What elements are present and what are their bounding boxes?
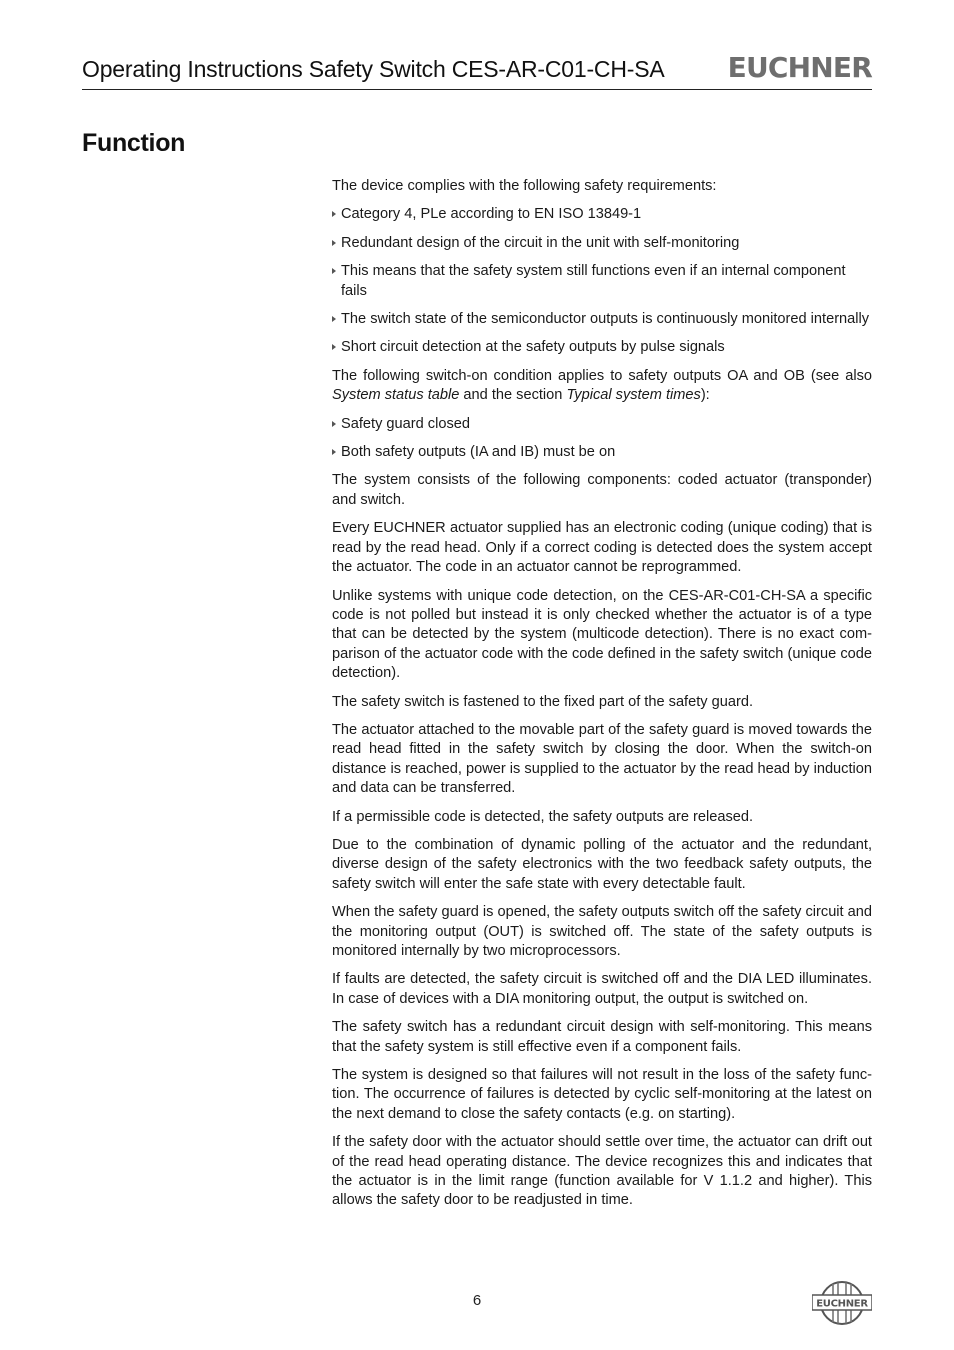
- body-paragraph: If a permissible code is detected, the safety outputs are released.: [332, 808, 754, 825]
- bullet-text: Category 4, PLe according to EN ISO 13849-1: [341, 206, 642, 223]
- reference-emphasis: Typical system times: [566, 387, 701, 404]
- paragraph-fragment: The following switch-on condition applies to safety outputs OA and OB (see also: [332, 367, 872, 384]
- document-title: Operating Instructions Safety Switch CES-AR-C01-CH-SA: [82, 56, 665, 82]
- body-paragraph: The actuator attached to the movable part of the safety guard is moved towards the read head fitted in the safety switch by closing the door. When the switch-on distance is reached, power is supplied to the actuator by the read head by induction and data can be transferred.: [332, 721, 872, 797]
- bullet-arrow-icon: [332, 449, 336, 455]
- paragraph-fragment: and the section: [459, 387, 567, 404]
- paragraph-fragment: ):: [700, 387, 710, 404]
- body-paragraph: The system is designed so that failures will not result in the loss of the safety function. The occurrence of failures is detected by cyclic self-monitoring at the latest on the next demand to close the safety contacts (e.g. on starting).: [332, 1067, 872, 1122]
- body-paragraph: If faults are detected, the safety circuit is switched off and the DIA LED illuminates. In case of devices with a DIA monitoring output, the output is switched on.: [332, 971, 872, 1007]
- body-paragraph: Unlike systems with unique code detection, on the CES-AR-C01-CH-SA a specific code is not polled but instead it is only checked whether the actuator is of a type that can be detected by the system (multicode detection). There is no exact comparison of the actuator code with the code defined in the safety switch (unique code detection).: [332, 587, 872, 682]
- body-paragraph: [332, 367, 872, 406]
- bullet-item: [332, 310, 872, 329]
- bullet-text: The switch state of the semiconductor outputs is continuously monitored internally: [341, 311, 870, 328]
- bullet-text: Both safety outputs (IA and IB) must be on: [341, 444, 616, 461]
- bullet-item: [332, 415, 872, 434]
- body-paragraph: The system consists of the following components: coded actuator (transponder) and switch.: [332, 472, 872, 508]
- bullet-text: Short circuit detection at the safety outputs by pulse signals: [341, 339, 725, 356]
- bullet-text: This means that the safety system still functions even if an internal component fails: [341, 263, 846, 299]
- bullet-item: [332, 262, 872, 301]
- bullet-arrow-icon: [332, 316, 336, 322]
- bullet-text: Safety guard closed: [341, 415, 470, 432]
- bullet-arrow-icon: [332, 211, 336, 217]
- euchner-seal-icon: [812, 1279, 872, 1327]
- page-number: 6: [472, 1292, 482, 1309]
- body-paragraph: The safety switch is fastened to the fixed part of the safety guard.: [332, 693, 754, 710]
- bullet-arrow-icon: [332, 344, 336, 350]
- bullet-item: [332, 338, 872, 357]
- reference-emphasis: System status table: [332, 387, 460, 404]
- page-header: [82, 52, 872, 90]
- bullet-list: [332, 205, 872, 357]
- bullet-arrow-icon: [332, 421, 336, 427]
- bullet-item: [332, 443, 872, 462]
- body-paragraph: The device complies with the following safety requirements:: [332, 178, 717, 194]
- body-paragraph: When the safety guard is opened, the safety outputs switch off the safety circuit and the monitoring output (OUT) is switched off. The state of the safety outputs is monitored internally by two microprocessors.: [332, 904, 873, 959]
- section-heading: Function: [82, 129, 186, 157]
- bullet-arrow-icon: [332, 268, 336, 274]
- euchner-seal-logo: [812, 1279, 872, 1327]
- brand-logo: EUCHNER: [727, 51, 872, 84]
- body-paragraph: Every EUCHNER actuator supplied has an electronic coding (unique coding) that is read by the read head. Only if a correct coding is detected does the system accept the actuator. The code in an actuator cannot be reprogrammed.: [332, 520, 872, 576]
- bullet-arrow-icon: [332, 240, 336, 246]
- body-content: [332, 177, 872, 1220]
- body-paragraph: Due to the combination of dynamic polling of the actuator and the redundant, diverse design of the safety electronics with the two feedback safety outputs, the safety switch will enter the safe state with every detectable fault.: [332, 836, 872, 892]
- body-paragraph: If the safety door with the actuator should settle over time, the actuator can drift out of the read head operating distance. The device recognizes this and indicates that the actuator is in the limit range (function available for V 1.1.2 and higher). This allows the safety door to be readjusted in time.: [332, 1134, 872, 1209]
- seal-text: EUCHNER: [816, 1298, 868, 1310]
- bullet-item: [332, 205, 872, 224]
- bullet-item: [332, 234, 872, 253]
- body-paragraph: The safety switch has a redundant circuit design with self-monitoring. This means that the safety system is still effective even if a component fails.: [332, 1019, 872, 1055]
- bullet-list: [332, 415, 872, 463]
- bullet-text: Redundant design of the circuit in the unit with self-monitoring: [341, 234, 740, 251]
